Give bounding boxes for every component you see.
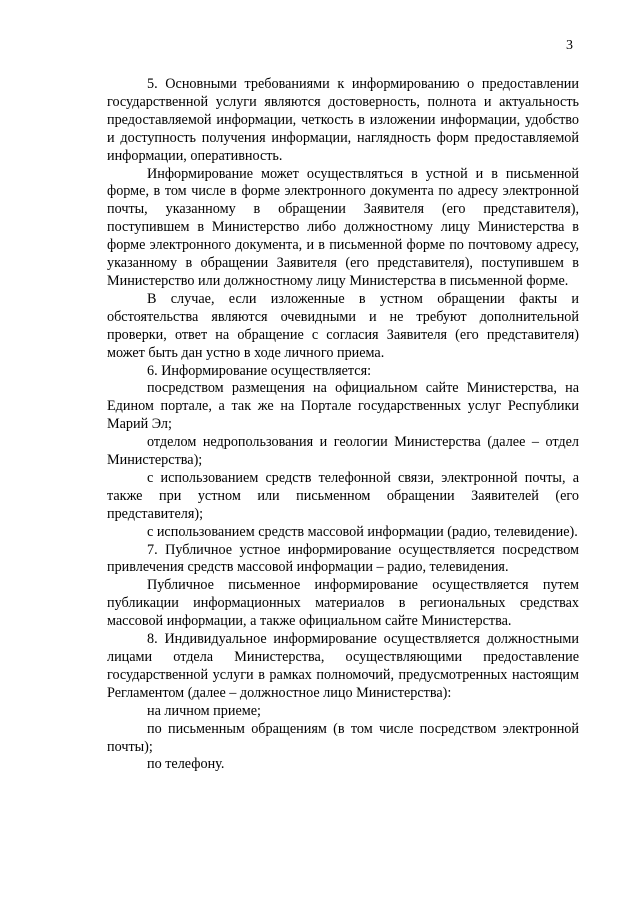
list-item-personal-reception: на личном приеме;	[147, 702, 261, 719]
paragraph-individual-informing: 8. Индивидуальное информирование осуществляется должностными лицами отдела Министерства, осуществляющими предоставление государственной услуги в рамках полномочий, предусмотренных настоящим Регламентом (далее – должностное лицо Министерства):	[107, 631, 579, 701]
paragraph-public-oral: 7. Публичное устное информирование осуществляется посредством привлечения средств массовой информации – радио, телевидения.	[107, 541, 579, 576]
paragraph-informing-methods-heading: 6. Информирование осуществляется:	[147, 362, 372, 379]
list-item-written-requests: по письменным обращениям (в том числе посредством электронной почты);	[107, 720, 579, 755]
paragraph-oral-answer: В случае, если изложенные в устном обращении факты и обстоятельства являются очевидными и не требуют дополнительной проверки, ответ на обращение с согласия Заявителя (его представителя) может быть дан устно в ходе личного приема.	[107, 290, 579, 361]
list-item-mass-media: с использованием средств массовой информации (радио, телевидение).	[147, 523, 578, 540]
paragraph-forms-of-informing: Информирование может осуществляться в устной и в письменной форме, в том числе в форме электронного документа по адресу электронной почты, указанному в обращении Заявителя (его представителя), поступившем в Министерство либо должностному лицу Министерства в форме электронного документа, и в письменной форме по почтовому адресу, указанному в обращении Заявителя (его представителя), поступившем в Министерство или должностному лицу Министерства в письменной форме.	[107, 165, 579, 289]
paragraph-public-written: Публичное письменное информирование осуществляется путем публикации информационных материалов в региональных средствах массовой информации, а также официальном сайте Министерства.	[107, 577, 579, 630]
document-body	[107, 76, 579, 774]
list-item-phone-email: с использованием средств телефонной связи, электронной почты, а также при устном или письменном обращении Заявителей (его представителя);	[107, 469, 579, 522]
list-item-website: посредством размещения на официальном сайте Министерства, на Едином портале, а так же на Портале государственных услуг Республики Марий Эл;	[107, 380, 579, 433]
page-number: 3	[566, 38, 573, 53]
list-item-department: отделом недропользования и геологии Министерства (далее – отдел Министерства);	[107, 434, 579, 469]
paragraph-requirements: 5. Основными требованиями к информированию о предоставлении государственной услуги являются достоверность, полнота и актуальность предоставляемой информации, четкость в изложении информации, удобство и доступность получения информации, наглядность форм предоставляемой информации, оперативность.	[107, 76, 579, 164]
list-item-by-phone: по телефону.	[147, 756, 225, 773]
